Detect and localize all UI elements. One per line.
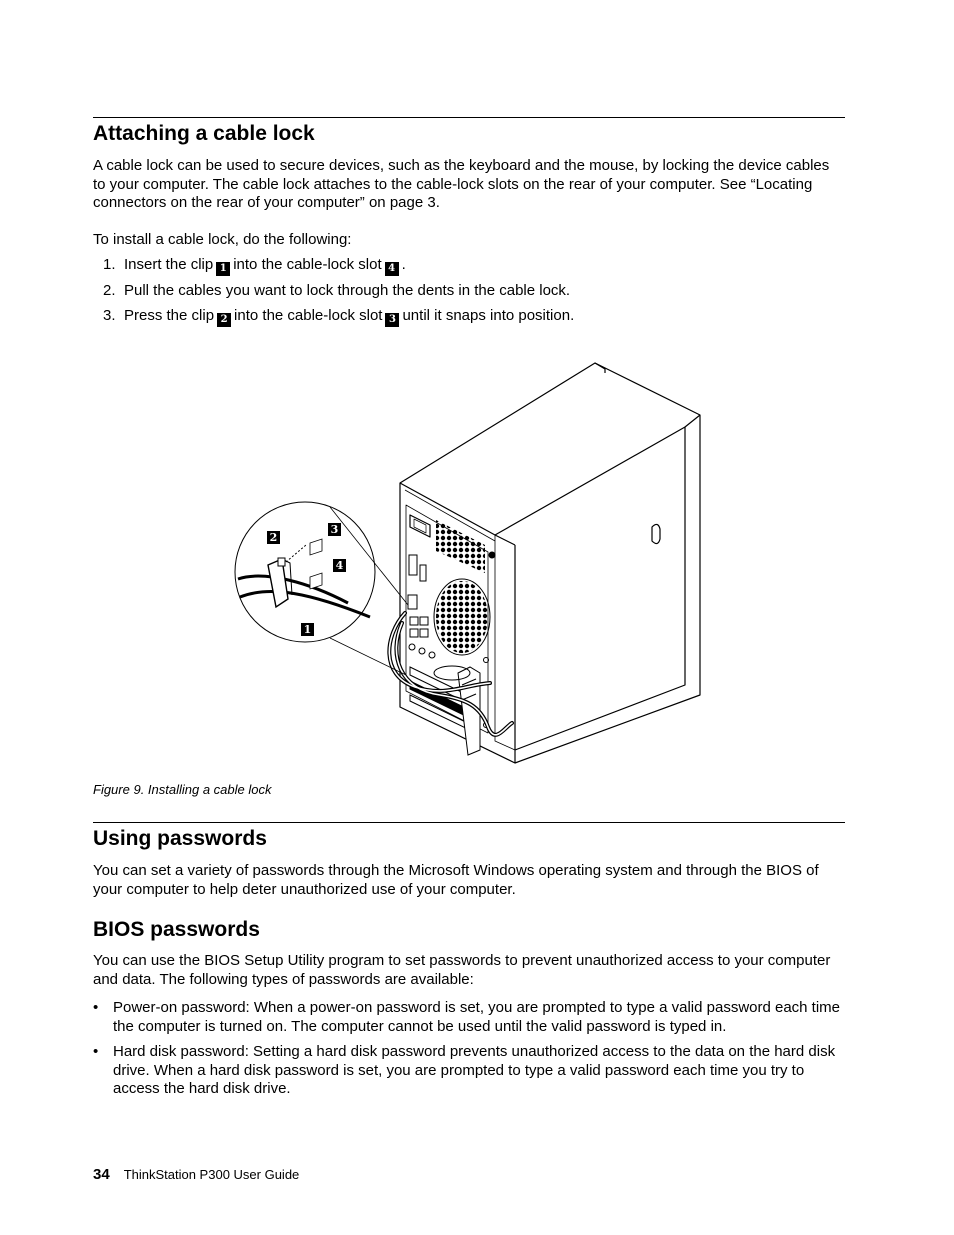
- section-divider: [93, 822, 845, 823]
- figure-callout-4: [333, 559, 346, 572]
- svg-text:3: 3: [330, 523, 339, 536]
- install-steps-list: [93, 256, 845, 333]
- section-heading-cable-lock: Attaching a cable lock: [93, 122, 315, 145]
- svg-text:4: 4: [335, 559, 344, 572]
- section-heading-bios-passwords: BIOS passwords: [93, 918, 260, 941]
- bios-passwords-intro: You can use the BIOS Setup Utility program to set passwords to prevent unauthorized access to your computer and data. The following types of passwords are available:: [93, 952, 831, 988]
- page-footer: [93, 1165, 299, 1185]
- install-lead-text: To install a cable lock, do the following:: [93, 231, 352, 248]
- step-item: 3. Press the clip 2 into the cable-lock slot 3 until it snaps into position.: [103, 307, 575, 325]
- list-item: • Hard disk password: Setting a hard disk password prevents unauthorized access to the data on the hard disk drive. When a hard disk password is set, you are prompted to type a valid password each time you try to access the hard disk drive.: [93, 1043, 836, 1097]
- step-item: 2. Pull the cables you want to lock through the dents in the cable lock.: [103, 281, 571, 299]
- list-item: • Power-on password: When a power-on password is set, you are prompted to type a valid password each time the computer is turned on. The computer cannot be used until the valid password is typed in.: [93, 999, 841, 1035]
- page-number: 34: [93, 1166, 110, 1183]
- svg-text:2: 2: [269, 531, 278, 544]
- callout-marker: 4: [385, 262, 399, 276]
- book-title: ThinkStation P300 User Guide: [123, 1167, 300, 1182]
- section-heading-passwords: Using passwords: [93, 827, 267, 850]
- callout-marker: 2: [217, 313, 231, 327]
- cable-lock-intro: A cable lock can be used to secure devices, such as the keyboard and the mouse, by locking the device cables to your computer. The cable lock attaches to the cable-lock slots on the rear of your computer. See “Locating connectors on the rear of your computer” on page 3.: [93, 157, 830, 211]
- figure-callout-2: [267, 531, 280, 544]
- callout-marker: 3: [385, 313, 399, 327]
- svg-text:1: 1: [303, 623, 312, 636]
- passwords-intro: You can set a variety of passwords through the Microsoft Windows operating system and through the BIOS of your computer to help deter unauthorized use of your computer.: [93, 862, 819, 898]
- cable-lock-illustration: [230, 355, 720, 770]
- password-types-list: [93, 999, 845, 1106]
- figure-callout-1: [301, 623, 314, 636]
- section-divider: [93, 117, 845, 118]
- figure-caption: Figure 9. Installing a cable lock: [93, 782, 272, 797]
- callout-marker: 1: [216, 262, 230, 276]
- figure-callout-3: [328, 523, 341, 536]
- step-item: 1. Insert the clip 1 into the cable-lock slot 4 .: [103, 256, 406, 274]
